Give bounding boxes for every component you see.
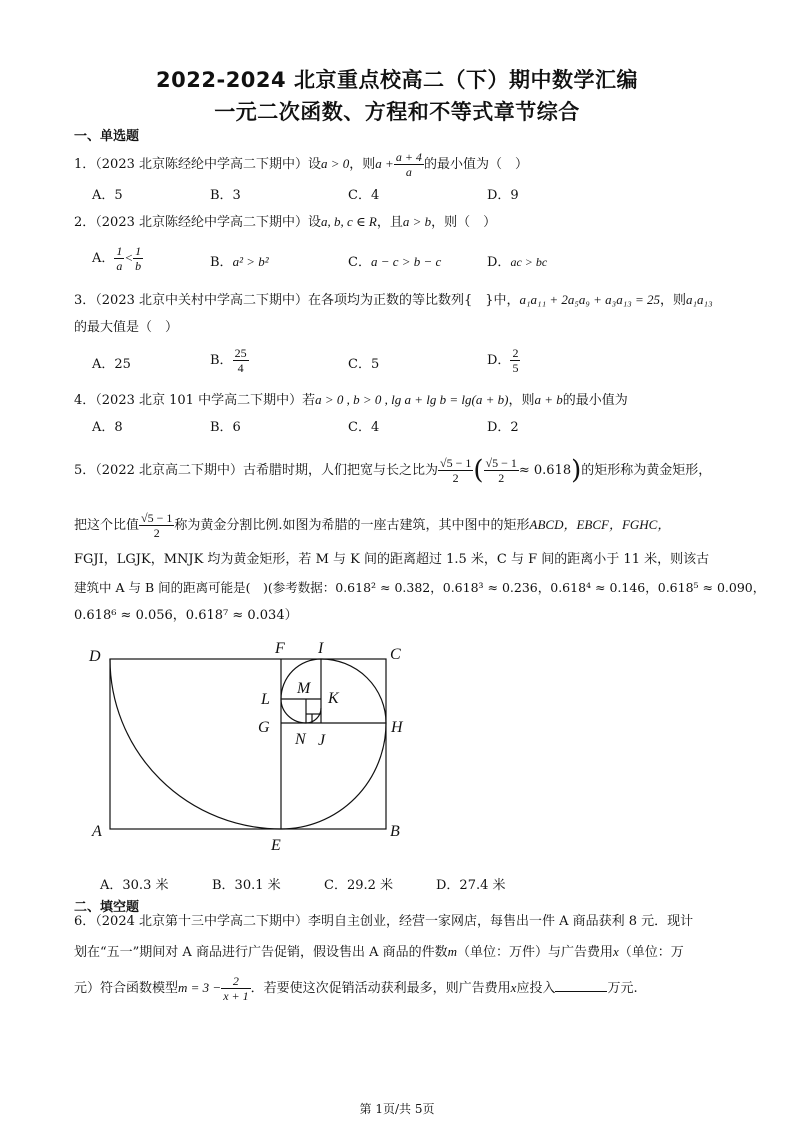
q6-line3-c: 应投入 [516,981,556,996]
question-3-line2: 的最大值是（ ） [74,320,179,335]
q6-answer-blank[interactable] [555,979,607,992]
q1-expr: a + [375,156,394,171]
question-5-line5: 0.618⁶ ≈ 0.056，0.618⁷ ≈ 0.034） [74,608,298,623]
q4-option-b[interactable]: B．6 [210,420,241,435]
q5-ratio-den-2: 2 [498,471,505,485]
label-k: K [328,690,339,707]
q5-option-a[interactable]: A．30.3 米 [100,878,169,893]
q1-option-a[interactable]: A．5 [92,188,123,203]
q6-model-den: x + 1 [223,989,249,1003]
label-c: C [390,646,401,663]
q5-line2-prefix: 把这个比值 [74,518,140,533]
q3-option-b[interactable] [210,346,249,375]
q4-cond: a > 0 , b > 0 , lg a + lg b = lg(a + b) [315,392,509,407]
question-6-line2 [74,942,684,963]
section-single-choice: 一、单选题 [74,129,140,144]
q5-line2-suffix: 称为黄金分割比例.如图为希腊的一座古建筑，其中图中的矩形 [174,518,530,533]
q2-prefix: 2．（2023 北京陈经纶中学高二下期中）设 [74,215,321,230]
label-b: B [390,823,400,840]
q1-option-b[interactable]: B．3 [210,188,241,203]
q3-option-c[interactable]: C．5 [348,357,380,372]
question-5-line2 [74,511,670,540]
section-fill-blank: 二、填空题 [74,900,140,915]
q3-opt-b-num: 25 [234,346,247,360]
q5-option-d[interactable]: D．27.4 米 [436,878,506,893]
question-5-line1 [74,456,711,485]
q3-mid: ，则 [660,293,687,308]
label-j: J [318,732,326,749]
q3-opt-d-label: D． [487,353,511,368]
q2-option-a[interactable] [92,244,143,273]
q6-line3-b: ．若要使这次促销活动获利最多，则广告费用 [250,981,511,996]
q2-opt-a-num1: 1 [116,244,123,258]
q3-opt-d-num: 2 [512,346,519,360]
q5-line1-prefix: 5．（2022 北京高二下期中）古希腊时期，人们把宽与长之比为 [74,463,438,478]
question-4 [74,390,628,411]
q1-cond: a > 0 [321,156,350,171]
question-2 [74,212,496,233]
q3-prefix: 3．（2023 北京中关村中学高二下期中）在各项均为正数的等比数列{ }中， [74,293,520,308]
q4-target: a + b [534,392,563,407]
q3-option-d[interactable] [487,346,520,375]
q6-var-x-2: x [510,980,517,995]
label-g: G [258,719,270,736]
q4-option-c[interactable]: C．4 [348,420,380,435]
q2-opt-d-label: D． [487,255,511,270]
q3-opt-d-den: 5 [512,361,519,375]
q6-line2-a: 划在“五一”期间对 A 商品进行广告促销，假设售出 A 商品的件数 [74,945,448,960]
label-n: N [295,731,306,748]
q5-approx: ≈ 0.618 [518,463,572,478]
q6-model-num: 2 [221,974,250,989]
q5-option-b[interactable]: B．30.1 米 [212,878,281,893]
q2-opt-c-expr: a − c > b − c [370,254,442,269]
q1-option-c[interactable]: C．4 [348,188,380,203]
q2-option-b[interactable] [210,252,269,273]
q4-prefix: 4．（2023 北京 101 中学高二下期中）若 [74,393,316,408]
q6-line3-a: 元）符合函数模型 [74,981,179,996]
q3-opt-b-den: 4 [237,361,244,375]
q5-paren-close: ) [571,455,582,486]
label-d: D [89,648,101,665]
q3-target: a₁a₁₃ [686,292,713,307]
question-6-line1: 6．（2024 北京第十三中学高二下期中）李明自主创业，经营一家网店，每售出一件 A 商品获利 8 元．现计 [74,914,694,929]
q6-line3-d: 万元. [607,981,638,996]
q5-line1-suffix: 的矩形称为黄金矩形， [581,463,712,478]
q6-var-x: x [613,944,619,959]
label-i: I [318,640,324,657]
q3-opt-d-frac [510,346,520,375]
rect-abcd [110,659,386,829]
q6-model-frac [221,974,250,1003]
q4-suffix: 的最小值为 [562,393,628,408]
q6-line2-c: （单位：万 [618,945,684,960]
label-f: F [275,640,285,657]
q2-mid: ，且 [376,215,403,230]
q6-line2-b: （单位：万件）与广告费用 [457,945,614,960]
question-6-line3 [74,974,638,1003]
q5-ratio-num: √5 − 1 [440,456,472,470]
label-h: H [391,719,403,736]
q4-option-d[interactable]: D．2 [487,420,519,435]
q4-mid: ，则 [508,393,535,408]
q2-cond: a > b [402,214,432,229]
q3-opt-b-label: B． [210,353,233,368]
q2-opt-a-frac2 [133,244,143,273]
q5-ratio-frac-2 [484,456,519,485]
label-e: E [271,837,281,854]
q1-frac-num: a + 4 [395,150,422,164]
q2-opt-a-den2: b [135,259,142,273]
label-m: M [297,680,311,697]
question-5-line4: 建筑中 A 与 B 间的距离可能是( )(参考数据：0.618² ≈ 0.382，0.618³ ≈ 0.236，0.618⁴ ≈ 0.146，0.618⁵ ≈ 0.090， [74,580,766,595]
q5-option-c[interactable]: C．29.2 米 [324,878,394,893]
q2-opt-a-den1: a [116,259,123,273]
q5-ratio-frac-3 [139,511,174,540]
q2-opt-a-num2: 1 [135,244,142,258]
q5-ratio-num-2: √5 − 1 [485,456,517,470]
q5-paren-open: ( [473,455,484,486]
q5-ratio-frac [438,456,473,485]
question-1 [74,150,528,179]
page-footer: 第 1页/共 5页 [359,1102,435,1116]
label-a: A [92,823,102,840]
q2-opt-c-label: C． [348,255,371,270]
page-title-line2: 一元二次函数、方程和不等式章节综合 [214,100,580,124]
q1-prefix: 1．（2023 北京陈经纶中学高二下期中）设 [74,157,321,172]
q2-opt-a-label: A． [92,251,115,266]
q3-opt-b-frac [233,346,249,375]
q4-option-a[interactable]: A．8 [92,420,123,435]
q2-suffix: ，则（ ） [431,215,497,230]
q2-opt-b-label: B． [210,255,233,270]
q3-expr: a₁a₁₁ + 2a₅a₉ + a₃a₁₃ = 25 [519,292,661,307]
q5-rects: ABCD，EBCF，FGHC， [529,517,671,532]
q2-vars: a, b, c ∈ R [321,214,377,229]
label-l: L [261,691,270,708]
q1-suffix: 的最小值为（ ） [423,157,528,172]
page-title-line1: 2022-2024 北京重点校高二（下）期中数学汇编 [156,68,638,92]
q2-opt-a-frac1 [114,244,124,273]
question-3 [74,290,713,311]
q5-ratio-den: 2 [452,471,459,485]
q2-opt-d-expr: ac > bc [510,255,548,269]
q6-model-lhs: m = 3 − [178,980,222,995]
q2-opt-b-expr: a² > b² [232,254,269,269]
question-5-line3: FGJI，LGJK，MNJK 均为黄金矩形，若 M 与 K 间的距离超过 1.5 米，C 与 F 间的距离小于 11 米，则该古 [74,552,710,567]
golden-spiral [110,659,386,829]
q2-option-c[interactable] [348,252,441,273]
q3-option-a[interactable]: A．25 [92,357,131,372]
q2-opt-a-lt: < [124,250,134,265]
q5-ratio-den-3: 2 [153,526,160,540]
golden-rectangle-figure [86,636,416,858]
q1-frac-den: a [405,165,412,179]
q1-option-d[interactable]: D．9 [487,188,519,203]
q2-option-d[interactable] [487,252,547,273]
q5-ratio-num-3: √5 − 1 [141,511,173,525]
q6-var-m: m [447,944,457,959]
q1-mid: ，则 [349,157,376,172]
q1-fraction [394,150,424,179]
